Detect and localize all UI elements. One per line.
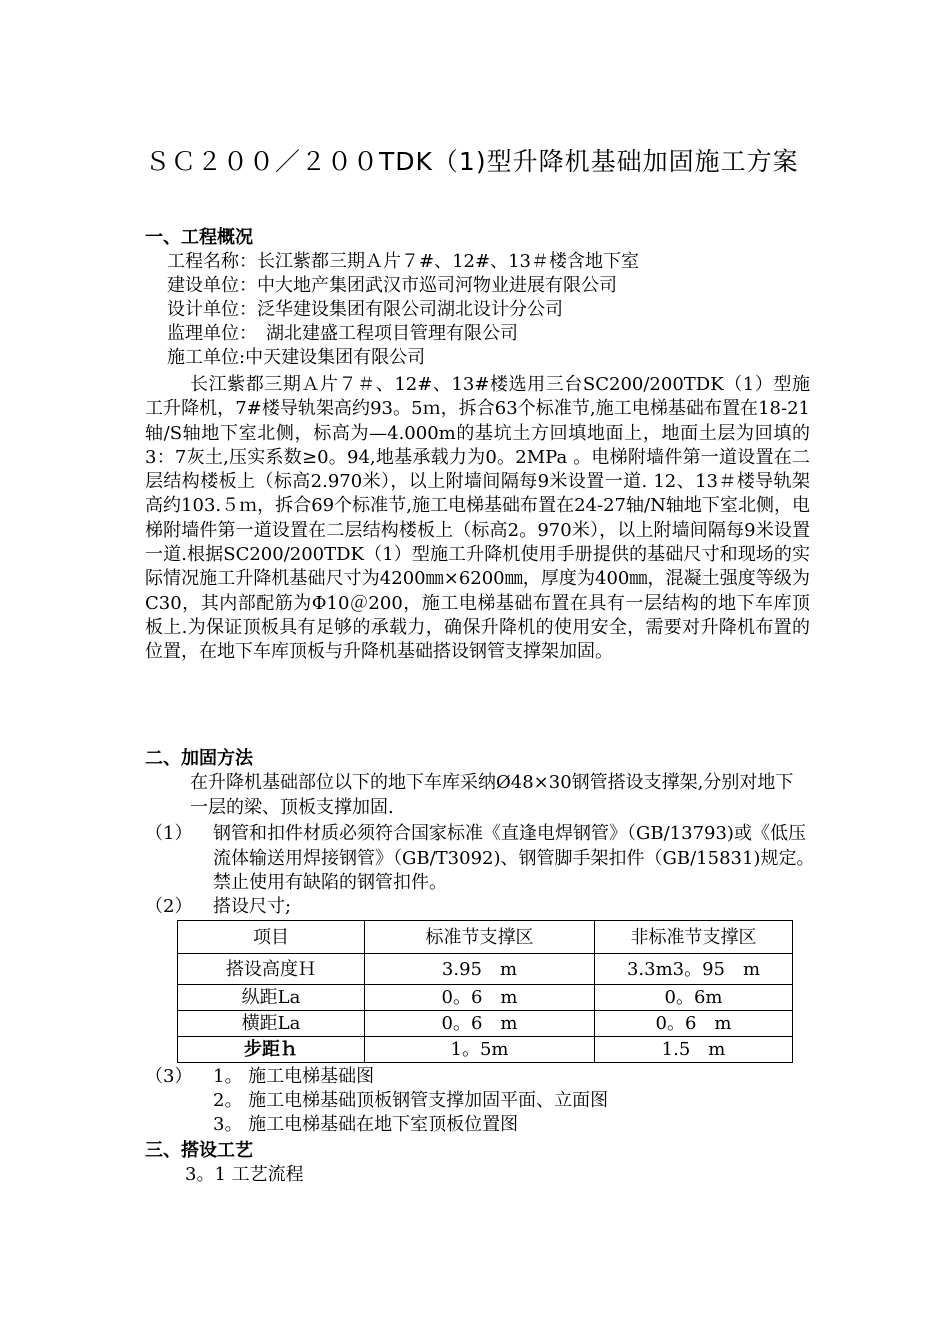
table-row <box>178 954 793 985</box>
table-cell: 1.5 m <box>595 1037 793 1063</box>
item-3-number: （3） <box>145 1066 193 1087</box>
project-overview-paragraph: 长江紫都三期Ａ片７＃、12#、13#楼选用三台SC200/200TDK（1）型施工升降机，7#楼导轨架高约93。5ｍ，拆合63个标准节,施工电梯基础布置在18-21轴/S轴地下室北侧，标高为—4.000m的基坑土方回填地面上，地面土层为回填的3：7灰土,压实系数≥0。94,地基承载力为0。2MPa 。电梯附墙件第一道设置在二层结构楼板上（标高2.970米），以上附墙间隔每9米设置一道. 12、13＃楼导轨架高约103.５ｍ，拆合69个标准节,施工电梯基础布置在24-27轴/N轴地下室北侧，电梯附墙件第一道设置在二层结构楼板上（标高2。970米），以上附墙间隔每9米设置一道.根据SC200/200TDK（1）型施工升降机使用手册提供的基础尺寸和现场的实际情况施工升降机基础尺寸为4200㎜×6200㎜，厚度为400㎜，混凝土强度等级为C30，其内部配筋为Φ10＠200，施工电梯基础布置在具有一层结构的地下车库顶板上.为保证顶板具有足够的承载力，确保升降机的使用安全，需要对升降机布置的位置，在地下车库顶板与升降机基础搭设钢管支撑架加固。 <box>145 374 810 663</box>
table-cell: 0。6m <box>595 985 793 1011</box>
info-project-name: 工程名称：长江紫都三期Ａ片７#、12#、13＃楼含地下室 <box>167 251 639 272</box>
item-1 <box>145 822 815 896</box>
section-1-heading: 一、工程概况 <box>145 227 253 248</box>
table-header-cell: 非标准节支撑区 <box>595 921 793 954</box>
section-3-heading: 三、搭设工艺 <box>145 1140 253 1161</box>
info-supervisor: 监理单位： 湖北建盛工程项目管理有限公司 <box>167 323 518 344</box>
table-cell: 0。6 m <box>365 985 595 1011</box>
table-cell: 3.3m3。95 m <box>595 954 793 985</box>
item-2 <box>145 895 815 920</box>
table-cell: 0。6 m <box>365 1011 595 1037</box>
item-1-text: 钢管和扣件材质必须符合国家标准《直逢电焊钢管》（GB/13793)或《低压流体输送用焊接钢管》（GB/T3092)、钢管脚手架扣件（GB/15831)规定。禁止使用有缺陷的钢管扣件。 <box>213 823 815 893</box>
section-2-heading: 二、加固方法 <box>145 748 253 769</box>
table-cell: 步距ｈ <box>178 1037 365 1063</box>
table-row <box>178 1037 793 1063</box>
table-cell: 搭设高度Ｈ <box>178 954 365 985</box>
table-cell: 横距La <box>178 1011 365 1037</box>
info-contractor: 施工单位:中天建设集团有限公司 <box>167 347 426 368</box>
item-2-number: （2） <box>145 896 193 917</box>
table-header-cell: 项目 <box>178 921 365 954</box>
table-cell: 纵距La <box>178 985 365 1011</box>
item-1-number: （1） <box>145 823 193 844</box>
figure-list-item: 2。 施工电梯基础顶板钢管支撑加固平面、立面图 <box>213 1090 609 1111</box>
reinforcement-intro: 在升降机基础部位以下的地下车库采纳Ø48×30钢管搭设支撑架,分别对地下一层的梁、顶板支撑加固. <box>190 772 794 818</box>
table-cell: 0。6 m <box>595 1011 793 1037</box>
figure-list-item: 1。 施工电梯基础图 <box>213 1066 375 1087</box>
document-title: ＳＣ２００／２００TDK（1)型升降机基础加固施工方案 <box>145 147 799 176</box>
table-header-row <box>178 921 793 954</box>
item-2-text: 搭设尺寸; <box>213 896 292 917</box>
section-3-1-heading: 3。1 工艺流程 <box>185 1164 304 1185</box>
figure-list-item: 3。 施工电梯基础在地下室顶板位置图 <box>213 1114 519 1135</box>
table-cell: 1。5m <box>365 1037 595 1063</box>
scaffold-dimension-table <box>177 920 793 1063</box>
info-owner: 建设单位：中大地产集团武汉市巡司河物业进展有限公司 <box>167 275 617 296</box>
table-row <box>178 1011 793 1037</box>
table-row <box>178 985 793 1011</box>
table-header-cell: 标准节支撑区 <box>365 921 595 954</box>
table-cell: 3.95 m <box>365 954 595 985</box>
info-designer: 设计单位：泛华建设集团有限公司湖北设计分公司 <box>167 299 563 320</box>
